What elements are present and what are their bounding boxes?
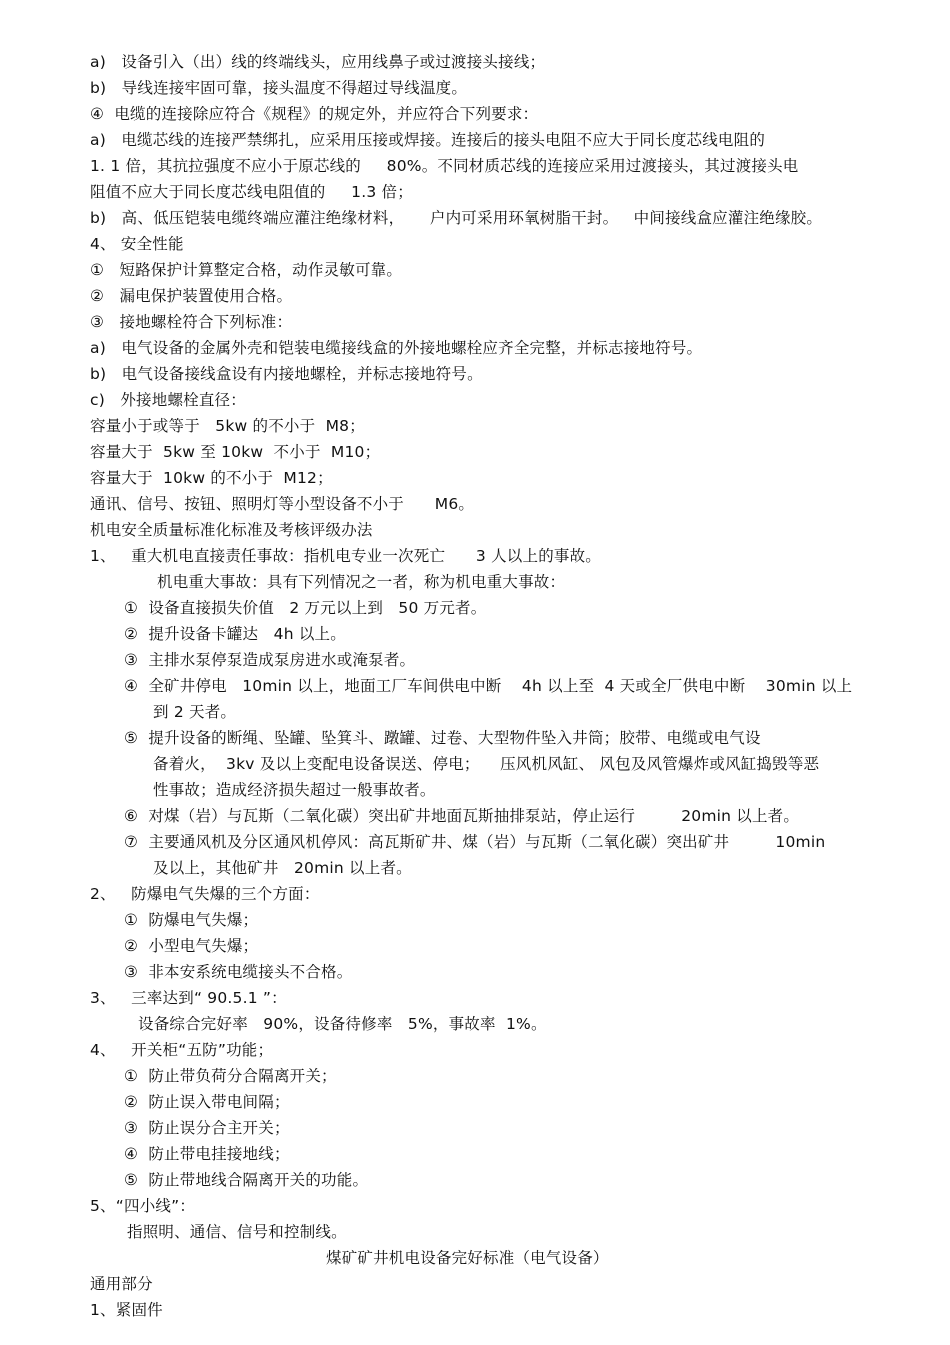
list-item: ③ 防止误分合主开关； — [124, 1119, 290, 1137]
text-line: 通讯、信号、按钮、照明灯等小型设备不小于 M6。 — [90, 495, 475, 513]
text-line: a) 电缆芯线的连接严禁绑扎，应采用压接或焊接。连接后的接头电阻不应大于同长度芯线电阻的 — [90, 131, 766, 149]
text-line: 指照明、通信、信号和控制线。 — [127, 1223, 347, 1241]
text-line: 3、 三率达到“ 90.5.1 ”： — [90, 989, 287, 1007]
section-heading: 机电安全质量标准化标准及考核评级办法 — [90, 521, 373, 539]
text-line: 1、 重大机电直接责任事故：指机电专业一次死亡 3 人以上的事故。 — [90, 547, 601, 565]
text-line: 机电重大事故：具有下列情况之一者，称为机电重大事故： — [157, 573, 566, 591]
text-line: 2、 防爆电气失爆的三个方面： — [90, 885, 320, 903]
list-item: ② 提升设备卡罐达 4h 以上。 — [124, 625, 346, 643]
list-item: ② 小型电气失爆； — [124, 937, 259, 955]
text-line: 容量小于或等于 5kw 的不小于 M8； — [90, 417, 365, 435]
text-line: 1. 1 倍，其抗拉强度不应小于原芯线的 80%。不同材质芯线的连接应采用过渡接头，其过渡接头电 — [90, 157, 799, 175]
list-item: ⑦ 主要通风机及分区通风机停风：高瓦斯矿井、煤（岩）与瓦斯（二氧化碳）突出矿井 10min — [124, 833, 826, 851]
text-line: b) 导线连接牢固可靠，接头温度不得超过导线温度。 — [90, 79, 468, 97]
text-line: b) 电气设备接线盒设有内接地螺栓，并标志接地符号。 — [90, 365, 483, 383]
list-item: ⑤ 防止带地线合隔离开关的功能。 — [124, 1171, 369, 1189]
text-line: 4、 开关柜“五防”功能； — [90, 1041, 274, 1059]
list-item: ③ 主排水泵停泵造成泵房进水或淹泵者。 — [124, 651, 416, 669]
list-item: ① 设备直接损失价值 2 万元以上到 50 万元者。 — [124, 599, 487, 617]
section-heading: 通用部分 — [90, 1275, 153, 1293]
list-item: ⑤ 提升设备的断绳、坠罐、坠箕斗、蹾罐、过卷、大型物件坠入井筒；胶带、电缆或电气设 — [124, 729, 761, 747]
list-item-continuation: 备着火， 3kv 及以上变配电设备误送、停电； 压风机风缸、 风包及风管爆炸或风缸捣毁等恶 — [153, 755, 820, 773]
text-line: 容量大于 5kw 至 10kw 不小于 M10； — [90, 443, 381, 461]
list-item: ① 防止带负荷分合隔离开关； — [124, 1067, 337, 1085]
text-line: ④ 电缆的连接除应符合《规程》的规定外，并应符合下列要求： — [90, 105, 539, 123]
text-line: a) 设备引入（出）线的终端线头，应用线鼻子或过渡接头接线； — [90, 53, 546, 71]
text-line: ① 短路保护计算整定合格，动作灵敏可靠。 — [90, 261, 403, 279]
section-heading: 1、紧固件 — [90, 1301, 163, 1319]
text-line: ② 漏电保护装置使用合格。 — [90, 287, 293, 305]
list-item-continuation: 及以上，其他矿井 20min 以上者。 — [153, 859, 412, 877]
text-line: ③ 接地螺栓符合下列标准： — [90, 313, 293, 331]
list-item-continuation: 性事故；造成经济损失超过一般事故者。 — [153, 781, 436, 799]
text-line: 5、“四小线”： — [90, 1197, 196, 1215]
text-line: 设备综合完好率 90%，设备待修率 5%，事故率 1%。 — [138, 1015, 547, 1033]
text-line: b) 高、低压铠装电缆终端应灌注绝缘材料， 户内可采用环氧树脂干封。 中间接线盒应灌注绝缘胶。 — [90, 209, 823, 227]
list-item: ① 防爆电气失爆； — [124, 911, 259, 929]
list-item: ④ 全矿井停电 10min 以上，地面工厂车间供电中断 4h 以上至 4 天或全厂供电中断 30min 以上 — [124, 677, 853, 695]
list-item: ④ 防止带电挂接地线； — [124, 1145, 290, 1163]
text-line: a) 电气设备的金属外壳和铠装电缆接线盒的外接地螺栓应齐全完整，并标志接地符号。 — [90, 339, 703, 357]
list-item: ③ 非本安系统电缆接头不合格。 — [124, 963, 353, 981]
section-heading: 4、 安全性能 — [90, 235, 184, 253]
list-item: ② 防止误入带电间隔； — [124, 1093, 290, 1111]
centered-title: 煤矿矿井机电设备完好标准（电气设备） — [326, 1249, 609, 1267]
text-line: 阻值不应大于同长度芯线电阻值的 1.3 倍； — [90, 183, 413, 201]
list-item-continuation: 到 2 天者。 — [153, 703, 237, 721]
list-item: ⑥ 对煤（岩）与瓦斯（二氧化碳）突出矿井地面瓦斯抽排泵站，停止运行 20min 以上者。 — [124, 807, 800, 825]
text-line: c) 外接地螺栓直径： — [90, 391, 246, 409]
text-line: 容量大于 10kw 的不小于 M12； — [90, 469, 333, 487]
